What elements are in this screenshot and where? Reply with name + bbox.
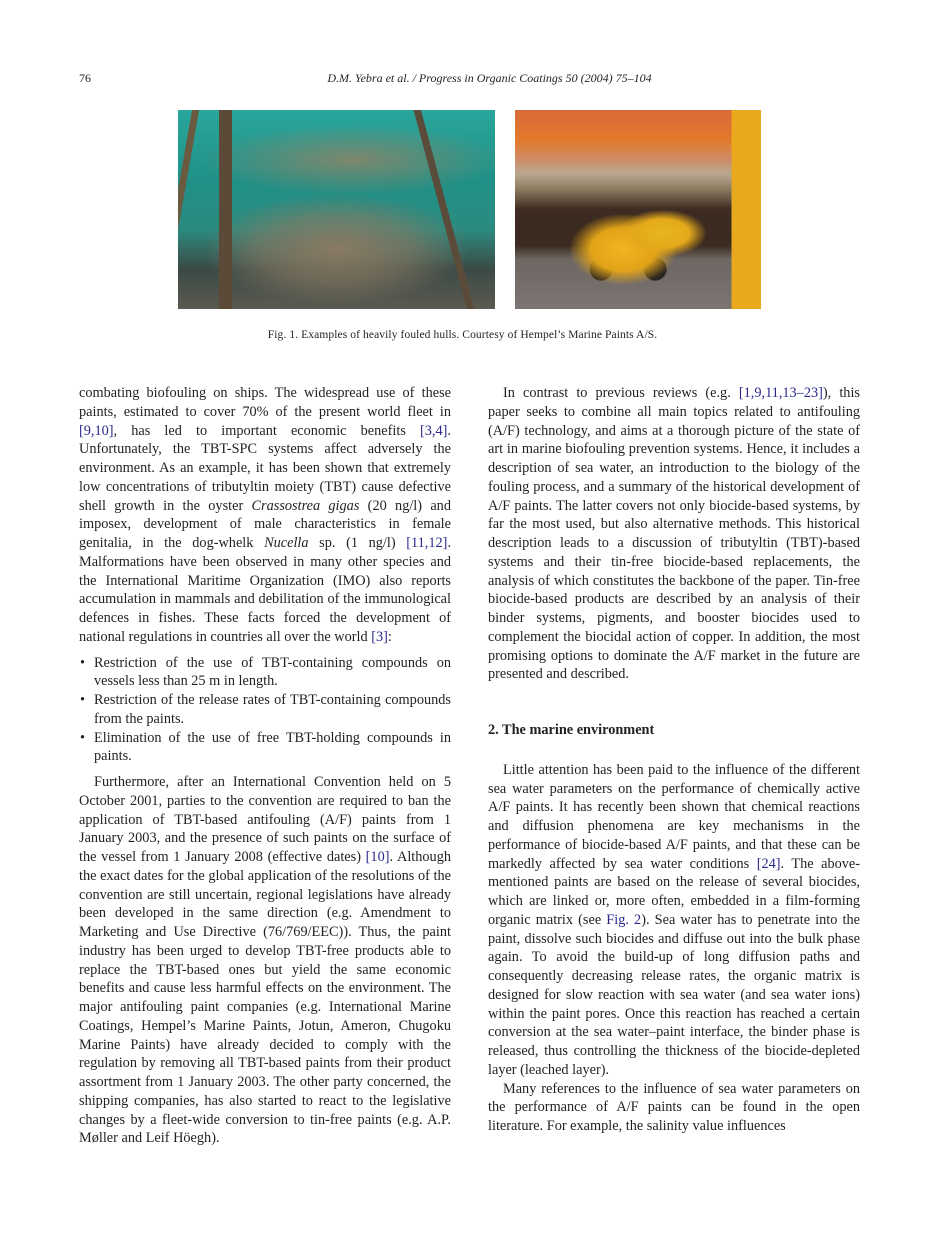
figure-link[interactable]: Fig. 2 [606, 911, 642, 928]
list-item-text: Restriction of the use of TBT-containing compounds on vessels less than 25 m in length. [94, 654, 451, 690]
paragraph [488, 1080, 860, 1136]
text: In contrast to previous reviews (e.g. [503, 385, 739, 401]
citation-link[interactable]: [1,9,11,13–23] [738, 385, 823, 401]
fouled-hull-photo [178, 110, 495, 309]
text: . The above-mentioned paints are based on the release of several biocides, which are linked or, more often, embedded in a film-forming organic matrix (see [488, 855, 860, 928]
species-name: Nucella [264, 535, 309, 551]
citation-link[interactable]: [11,12] [406, 535, 448, 551]
left-column [79, 384, 451, 1148]
bullet-icon: • [80, 729, 86, 746]
bullet-icon: • [80, 692, 86, 708]
right-column [488, 384, 860, 1136]
list-item-text: Restriction of the release rates of TBT-containing compounds from the paints. [94, 692, 451, 727]
paragraph [488, 761, 860, 1080]
list-item [79, 654, 451, 692]
loader-cleaning-hull-photo [515, 110, 761, 309]
text: combating biofouling on ships. The widespread use of these paints, estimated to cover 70% of the present world fleet in [79, 385, 451, 420]
text: . Malformations have been observed in many other species and the International Maritime Organization (IMO) also reports accumulation in mammals and debilitation of the immunological defences in fishes. These facts forced the development of national regulations in countries all over the world [79, 535, 452, 645]
text: . Although the exact dates for the global application of the resolutions of the convention are still uncertain, regional legislations have already been developed in the same direction (e.g. Amendment to Marketing and Use Directive (76/769/EEC)). Thus, the paint industry has been urged to develop TBT-free products able to replace the TBT-based ones but yield the same economic benefits and cause less harmful effects on the environment. The major antifouling paint companies (e.g. International Marine Coatings, Hempel’s Marine Paints, Jotun, Ameron, Chugoku Marine Paints) have already decided to comply with the regulation by removing all TBT-based paints from their product assortment from 1 January 2003. The other party concerned, the shipping companies, has also started to react to the legislative changes by a fleet-wide conversion to tin-free paints (e.g. A.P. Møller and Leif Höegh). [79, 849, 451, 1147]
text: ). Sea water has to penetrate into the paint, dissolve such biocides and diffuse out into the bulk phase again. To avoid the build-up of long diffusion paths and consequently decreasing release rates, the organic matrix is designed for slow reaction with sea water (and sea water ions) within the paint pores. Once this reaction has reached a certain conversion at the sea water–paint interface, the binder phase is released, thus controlling the thickness of the biocide-depleted layer (leached layer). [488, 911, 861, 1078]
text: Furthermore, after an International Convention held on 5 October 2001, parties to the convention are required to ban the application of TBT-based antifouling (A/F) paints from 1 January 2003, and the presence of such paints on the surface of the vessel from 1 January 2008 (effective dates) [79, 774, 451, 865]
figure-1 [178, 110, 761, 309]
text: : [387, 628, 392, 645]
list-item [79, 691, 451, 729]
citation-link[interactable]: [9,10] [79, 422, 114, 439]
page-header [79, 71, 880, 87]
figure-caption: Fig. 1. Examples of heavily fouled hulls. Courtesy of Hempel’s Marine Paints A/S. [267, 329, 658, 341]
text: Many references to the influence of sea water parameters on the performance of A/F paints can be found in the open literature. For example, the salinity value influences [488, 1080, 860, 1134]
citation-link[interactable]: [24] [756, 855, 781, 872]
section-heading: 2. The marine environment [488, 722, 655, 738]
paragraph [79, 773, 451, 1148]
list-item [79, 729, 451, 767]
page-number: 76 [79, 71, 91, 85]
citation-link[interactable]: [3] [371, 628, 388, 645]
text: (20 ng/l) and imposex, development of male characteristics in female genitalia, in the dog-whelk [79, 497, 451, 551]
text: . Unfortunately, the TBT-SPC systems affect adversely the environment. As an example, it has been shown that extremely low concentrations of tributyltin moiety (TBT) cause defective shell growth in the oyster [79, 422, 451, 514]
species-name: Crassostrea gigas [251, 497, 360, 514]
text: Little attention has been paid to the influence of the different sea water parameters on the performance of chemically active A/F paints. It has recently been shown that chemical reactions and diffusion phenomena are key mechanisms in the performance of biocide-based A/F paints, and that these can be markedly affected by sea water conditions [488, 761, 860, 872]
text: ), this paper seeks to combine all main topics related to antifouling (A/F) technology, and aims at a thorough picture of the state of art in marine biofouling prevention systems. Hence, it includes a description of sea water, an introduction to the biology of the fouling process, and a summary of the historical development of A/F paints. The latter covers not only biocide-based systems, by far the most used, but also alternative methods. This historical description leads to a discussion of tributyltin (TBT)-based systems and their tin-free biocide-based replacements, the analysis of which constitutes the backbone of the paper. Tin-free biocide-based products are described by an analysis of their binder systems, pigments, and booster biocides used to complement the biocidal action of copper. In addition, the most promising options to dominate the A/F market in the future are presented and described. [488, 385, 860, 683]
bullet-icon: • [80, 654, 86, 671]
list-item-text: Elimination of the use of free TBT-holding compounds in paints. [94, 729, 451, 765]
paragraph [488, 384, 860, 684]
regulation-list [79, 654, 451, 767]
citation-link[interactable]: [10] [365, 849, 390, 865]
paragraph [79, 384, 451, 647]
running-title: D.M. Yebra et al. / Progress in Organic Coatings 50 (2004) 75–104 [327, 71, 652, 85]
citation-link[interactable]: [3,4] [420, 422, 448, 439]
text: , has led to important economic benefits [113, 422, 421, 439]
text: sp. (1 ng/l) [308, 535, 407, 551]
